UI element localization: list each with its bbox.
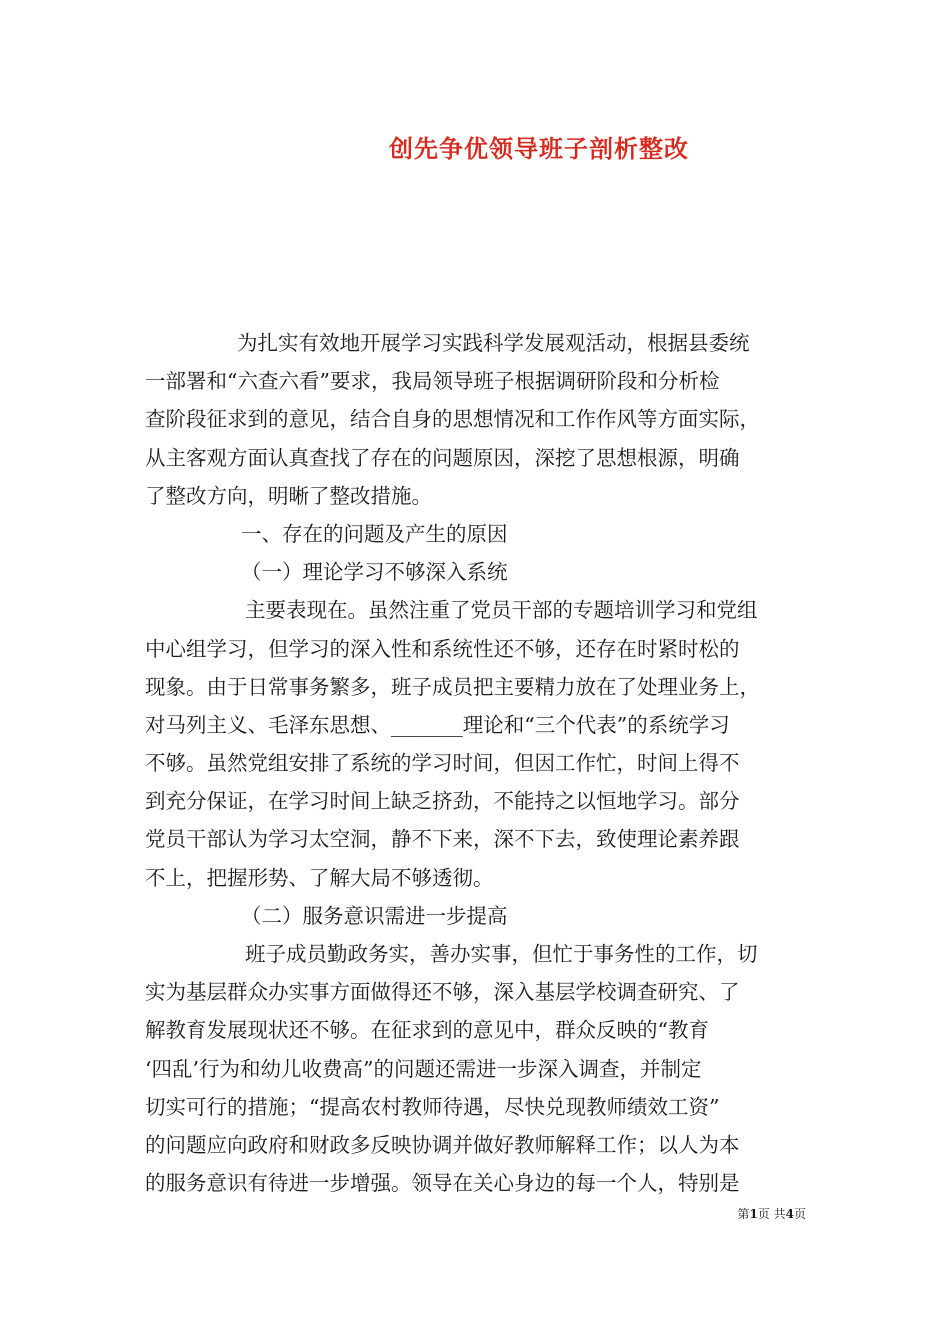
text-line: 实为基层群众办实事方面做得还不够，深入基层学校调查研究、了	[145, 980, 740, 1005]
text-line: 对马列主义、毛泽东思想、_______理论和“三个代表”的系统学习	[145, 712, 730, 737]
footer-suffix: 页	[793, 1207, 806, 1221]
document-body	[145, 324, 807, 1202]
page-footer	[737, 1206, 806, 1222]
text-line: 党员干部认为学习太空洞，静不下来，深不下去，致使理论素养跟	[145, 827, 740, 852]
text-line: 现象。由于日常事务繁多，班子成员把主要精力放在了处理业务上，	[145, 674, 760, 699]
footer-current-page: 1	[749, 1207, 758, 1221]
text-line: 查阶段征求到的意见，结合自身的思想情况和工作作风等方面实际，	[145, 407, 760, 432]
text-line: 主要表现在。虽然注重了党员干部的专题培训学习和党组	[245, 598, 758, 623]
document-title: 创先争优领导班子剖析整改	[389, 134, 689, 163]
text-line: 从主客观方面认真查找了存在的问题原因，深挖了思想根源，明确	[145, 445, 740, 470]
text-line: （二）服务意识需进一步提高	[241, 903, 508, 928]
text-line: 的服务意识有待进一步增强。领导在关心身边的每一个人，特别是	[145, 1171, 740, 1196]
text-line: 中心组学习，但学习的深入性和系统性还不够，还存在时紧时松的	[145, 636, 740, 661]
text-line: 到充分保证，在学习时间上缺乏挤劲，不能持之以恒地学习。部分	[145, 789, 740, 814]
text-line: 切实可行的措施；“提高农村教师待遇，尽快兑现教师绩效工资”	[145, 1094, 720, 1119]
text-line: 一、存在的问题及产生的原因	[241, 521, 508, 546]
text-line: 了整改方向，明晰了整改措施。	[145, 483, 432, 508]
text-line: 班子成员勤政务实，善办实事，但忙于事务性的工作，切	[245, 942, 758, 966]
text-line: 不够。虽然党组安排了系统的学习时间，但因工作忙，时间上得不	[145, 751, 740, 776]
text-line: 不上，把握形势、了解大局不够透彻。	[145, 865, 494, 890]
footer-middle: 页 共	[757, 1207, 786, 1221]
text-line: 的问题应向政府和财政多反映协调并做好教师解释工作；以人为本	[145, 1132, 740, 1157]
text-line: 一部署和“六查六看”要求，我局领导班子根据调研阶段和分析检	[145, 369, 720, 394]
text-line: 为扎实有效地开展学习实践科学发展观活动，根据县委统	[237, 331, 750, 355]
text-line: （一）理论学习不够深入系统	[241, 560, 508, 585]
footer-total-pages: 4	[785, 1207, 794, 1221]
text-line: 解教育发展现状还不够。在征求到的意见中，群众反映的“教育	[145, 1018, 709, 1043]
footer-prefix: 第	[737, 1207, 750, 1221]
text-line: ‘四乱’行为和幼儿收费高”的问题还需进一步深入调查，并制定	[145, 1056, 702, 1081]
